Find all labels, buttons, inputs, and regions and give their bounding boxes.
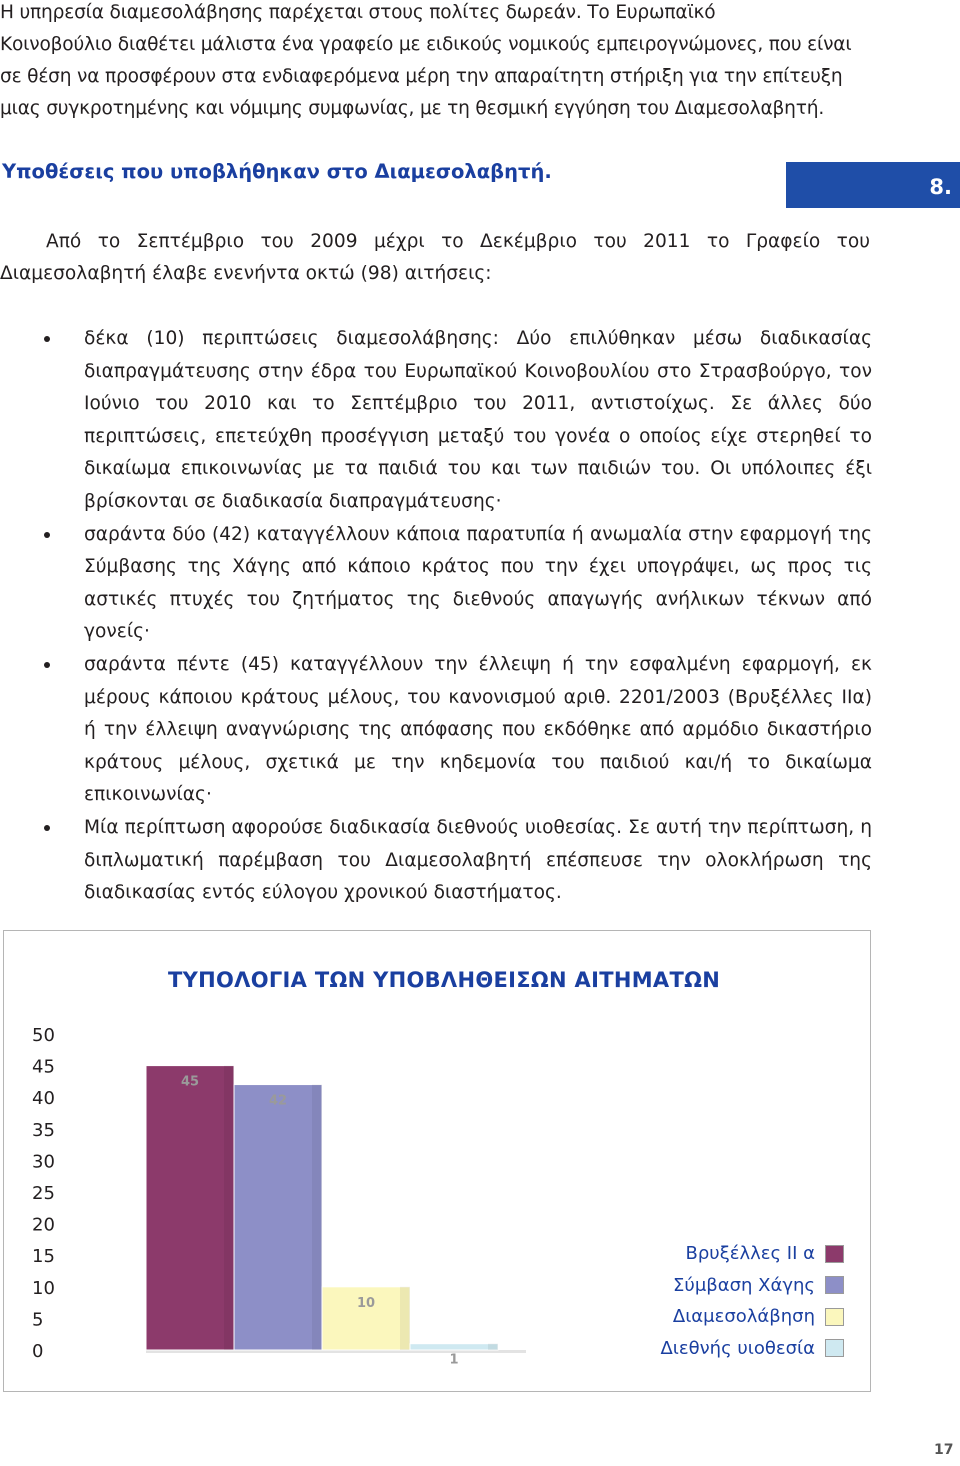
bar-data-label: 42	[268, 1093, 288, 1109]
legend-label: Βρυξέλλες ΙΙ α	[685, 1243, 815, 1265]
paragraph-line: μιας συγκροτημένης και νόμιμης συμφωνίας, με τη θεσμική εγγύηση του Διαμεσολαβητή.	[0, 98, 825, 119]
chapter-tab: 8.	[786, 162, 960, 208]
legend-item	[600, 1270, 844, 1302]
legend-item	[600, 1301, 844, 1333]
bar-shade	[224, 1066, 234, 1350]
page-number: 17	[934, 1442, 954, 1458]
intro-line: Από το Σεπτέμβριο του 2009 μέχρι το Δεκέμβριο του 2011 το Γραφείο του	[46, 231, 870, 252]
bar-shade	[312, 1085, 322, 1350]
bar	[146, 1066, 234, 1350]
legend-swatch	[825, 1276, 844, 1294]
y-tick-label: 15	[32, 1246, 55, 1268]
paragraph-line: σε θέση να προσφέρουν στα ενδιαφερόμενα μέρη την απαραίτητη στήριξη για την επίτευξη	[0, 66, 843, 87]
y-tick-label: 45	[32, 1056, 55, 1078]
bar	[410, 1344, 498, 1350]
legend-label: Σύμβαση Χάγης	[673, 1274, 815, 1296]
bar-data-label: 45	[180, 1074, 200, 1090]
y-tick-label: 50	[32, 1025, 55, 1046]
y-tick-label: 5	[32, 1309, 44, 1331]
y-tick-label: 30	[32, 1151, 55, 1173]
chart-legend	[600, 1238, 844, 1364]
list-item-text: σαράντα δύο (42) καταγγέλλουν κάποια παρατυπία ή ανωμαλία στην εφαρμογή της Σύμβασης της Χάγης από κάποιο κράτος που την έχει υπογράψει, ως προς τις αστικές πτυχές του ζητήματος της διεθνούς απαγωγής ανήλικων τέκνων από γονείς·	[84, 523, 872, 643]
paragraph-line: Η υπηρεσία διαμεσολάβησης παρέχεται στους πολίτες δωρεάν. Το Ευρωπαϊκό	[0, 2, 716, 23]
y-tick-label: 20	[32, 1214, 55, 1236]
legend-swatch	[825, 1339, 844, 1357]
list-item-text: δέκα (10) περιπτώσεις διαμεσολάβησης: Δύο επιλύθηκαν μέσω διαδικασίας διαπραγμάτευσης στην έδρα του Ευρωπαϊκού Κοινοβουλίου στο Στρασβούργο, τον Ιούνιο του 2010 και το Σεπτέμβριο του 2011, αντιστοίχως. Σε άλλες δύο περιπτώσεις, επετεύχθη προσέγγιση μεταξύ του γονέα ο οποίος είχε στερηθεί το δικαίωμα επικοινωνίας με τα παιδιά του και των παιδιών του. Οι υπόλοιπες έξι βρίσκονται σε διαδικασία διαπραγμάτευσης·	[84, 328, 872, 512]
bar-data-label: 10	[356, 1295, 376, 1311]
y-tick-label: 35	[32, 1119, 55, 1141]
legend-label: Διεθνής υιοθεσία	[660, 1337, 815, 1359]
legend-swatch	[825, 1308, 844, 1326]
bar	[234, 1085, 322, 1350]
legend-item	[600, 1238, 844, 1270]
y-tick-label: 10	[32, 1277, 55, 1299]
paragraph-line: Κοινοβούλιο διαθέτει μάλιστα ένα γραφείο με ειδικούς νομικούς εμπειρογνώμονες, που είναι	[0, 34, 852, 55]
section-heading: Υποθέσεις που υποβλήθηκαν στο Διαμεσολαβητή.	[2, 160, 552, 183]
bar-shade	[400, 1287, 410, 1350]
list-item-text: σαράντα πέντε (45) καταγγέλλουν την έλλειψη ή την εσφαλμένη εφαρμογή, εκ μέρους κάποιου κράτους μέλους, του κανονισμού αριθ. 2201/2003 (Βρυξέλλες ΙΙα) ή την έλλειψη αναγνώρισης της απόφασης που εκδόθηκε από αρμόδιο δικαστήριο κράτους μέλους, σχετικά με την κηδεμονία του παιδιού και/ή το δικαίωμα επικοινωνίας·	[84, 653, 872, 806]
intro-line: Διαμεσολαβητή έλαβε ενενήντα οκτώ (98) αιτήσεις:	[0, 263, 492, 284]
legend-swatch	[825, 1245, 844, 1263]
bar-shade	[488, 1344, 498, 1350]
chart-title: ΤΥΠΟΛΟΓΙΑ ΤΩΝ ΥΠΟΒΛΗΘΕΙΣΩΝ ΑΙΤΗΜΑΤΩΝ	[168, 968, 721, 992]
y-tick-label: 25	[32, 1183, 55, 1204]
y-tick-label: 0	[32, 1341, 44, 1362]
y-tick-label: 40	[32, 1088, 55, 1110]
list-item-text: Μία περίπτωση αφορούσε διαδικασία διεθνούς υιοθεσίας. Σε αυτή την περίπτωση, η διπλωματική παρέμβαση του Διαμεσολαβητή επέσπευσε την ολοκλήρωση της διαδικασίας εντός εύλογου χρονικού διαστήματος.	[84, 816, 872, 904]
bar-data-label: 1	[449, 1352, 459, 1368]
legend-label: Διαμεσολάβηση	[672, 1306, 815, 1328]
legend-item	[600, 1333, 844, 1365]
